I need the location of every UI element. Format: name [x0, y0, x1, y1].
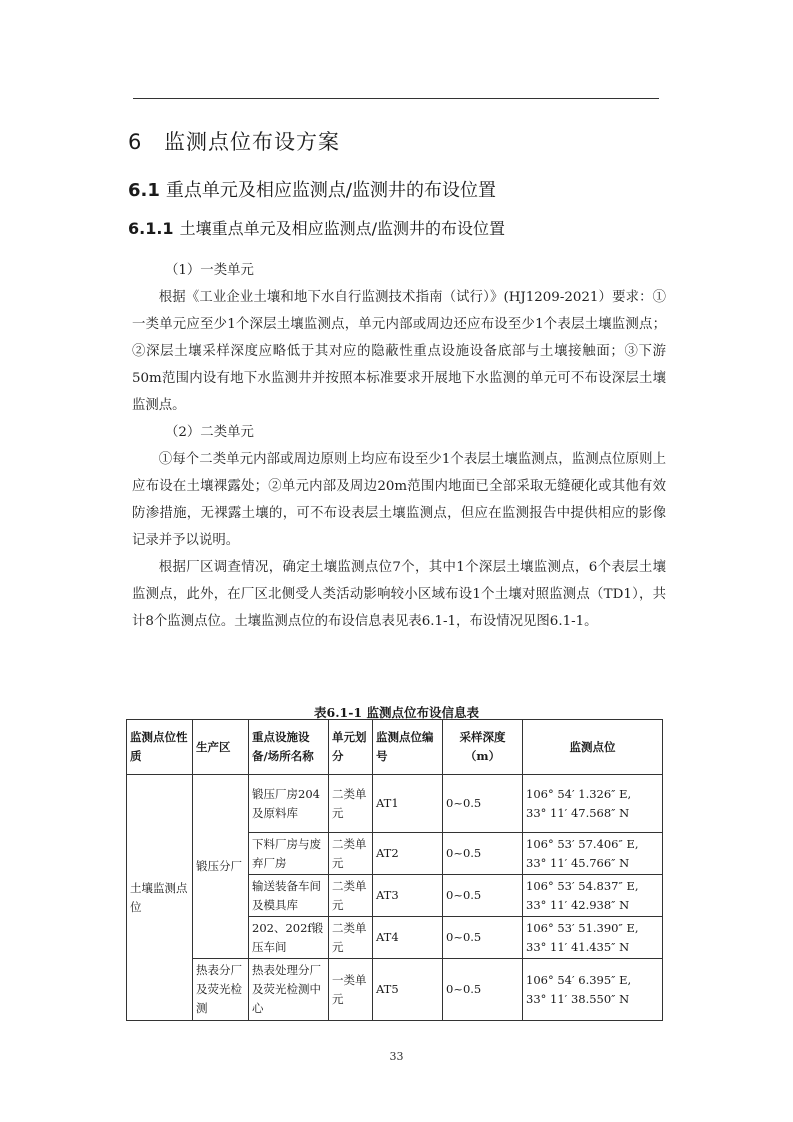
paragraph-class-two: ①每个二类单元内部或周边原则上均应布设至少1个表层土壤监测点，监测点位原则上应布设在土壤裸露处；②单元内部及周边20m范围内地面已全部采取无缝硬化或其他有效防渗措施，无裸露土壤的，可不布设表层土壤监测点，但应在监测报告中提供相应的影像记录并予以说明。 [132, 452, 666, 548]
header-rule [133, 98, 659, 99]
cell-unit: 二类单元 [329, 833, 373, 875]
cell-unit: 二类单元 [329, 875, 373, 917]
table-header-row [127, 720, 663, 775]
longitude: 106° 54′ 6.395″ E, [526, 972, 632, 987]
cell-facility: 202、202f锻压车间 [249, 917, 329, 959]
monitoring-points-table [126, 719, 663, 1021]
cell-id: AT4 [373, 917, 443, 959]
cell-coord [523, 917, 663, 959]
subsection-title: 土壤重点单元及相应监测点/监测井的布设位置 [179, 219, 505, 238]
cell-facility: 下料厂房与废弃厂房 [249, 833, 329, 875]
cell-depth: 0~0.5 [443, 833, 523, 875]
paragraph-class-one: 根据《工业企业土壤和地下水自行监测技术指南（试行）》(HJ1209-2021）要求：①一类单元应至少1个深层土壤监测点，单元内部或周边还应布设至少1个表层土壤监测点；②深层土壤采样深度应略低于其对应的隐蔽性重点设施设备底部与土壤接触面；③下游50m范围内设有地下水监测井并按照本标准要求开展地下水监测的单元可不布设深层土壤监测点。 [132, 290, 666, 413]
header-nature: 监测点位性质 [127, 720, 193, 775]
subheading-class-two: （2）二类单元 [165, 425, 254, 440]
cell-depth: 0~0.5 [443, 959, 523, 1021]
subsection-number: 6.1.1 [128, 219, 174, 238]
chapter-number: 6 [128, 130, 143, 154]
cell-coord [523, 833, 663, 875]
cell-depth: 0~0.5 [443, 917, 523, 959]
section-title: 重点单元及相应监测点/监测井的布设位置 [165, 180, 496, 201]
header-id: 监测点位编号 [373, 720, 443, 775]
paragraph-survey: 根据厂区调查情况，确定土壤监测点位7个，其中1个深层土壤监测点，6个表层土壤监测点，此外，在厂区北侧受人类活动影响较小区域布设1个土壤对照监测点（TD1），共计8个监测点位。土壤监测点位的布设信息表见表6.1-1，布设情况见图6.1-1。 [132, 560, 666, 629]
header-area: 生产区 [193, 720, 249, 775]
subsection-heading [128, 216, 505, 239]
header-depth: 采样深度（m） [443, 720, 523, 775]
cell-unit: 二类单元 [329, 775, 373, 833]
cell-coord [523, 775, 663, 833]
longitude: 106° 53′ 54.837″ E, [526, 878, 639, 893]
chapter-heading [128, 126, 340, 156]
header-unit: 单元划分 [329, 720, 373, 775]
table-row [127, 959, 663, 1021]
cell-unit: 二类单元 [329, 917, 373, 959]
cell-facility: 输送装备车间及模具库 [249, 875, 329, 917]
cell-coord [523, 875, 663, 917]
cell-depth: 0~0.5 [443, 875, 523, 917]
section-heading [128, 176, 496, 202]
longitude: 106° 53′ 51.390″ E, [526, 920, 639, 935]
cell-depth: 0~0.5 [443, 775, 523, 833]
latitude: 33° 11′ 38.550″ N [526, 991, 630, 1006]
cell-facility: 热表处理分厂及荧光检测中心 [249, 959, 329, 1021]
cell-facility: 锻压厂房204及原料库 [249, 775, 329, 833]
header-facility: 重点设施设备/场所名称 [249, 720, 329, 775]
cell-area-heat-treatment: 热表分厂及荧光检测 [193, 959, 249, 1021]
section-number: 6.1 [128, 180, 160, 201]
table-row [127, 775, 663, 833]
cell-id: AT5 [373, 959, 443, 1021]
cell-id: AT3 [373, 875, 443, 917]
chapter-title: 监测点位布设方案 [164, 130, 340, 154]
header-coord: 监测点位 [523, 720, 663, 775]
cell-nature: 土壤监测点位 [127, 775, 193, 1021]
subheading-class-one: （1）一类单元 [165, 263, 254, 278]
cell-id: AT1 [373, 775, 443, 833]
latitude: 33° 11′ 47.568″ N [526, 805, 630, 820]
cell-coord [523, 959, 663, 1021]
latitude: 33° 11′ 45.766″ N [526, 855, 630, 870]
longitude: 106° 53′ 57.406″ E, [526, 836, 639, 851]
table-caption: 表6.1-1 监测点位布设信息表 [314, 705, 479, 720]
longitude: 106° 54′ 1.326″ E, [526, 786, 632, 801]
cell-area-forging: 锻压分厂 [193, 775, 249, 959]
page-number: 33 [389, 1050, 404, 1063]
latitude: 33° 11′ 41.435″ N [526, 939, 630, 954]
latitude: 33° 11′ 42.938″ N [526, 897, 630, 912]
cell-unit: 一类单元 [329, 959, 373, 1021]
cell-id: AT2 [373, 833, 443, 875]
body-text [132, 257, 666, 635]
